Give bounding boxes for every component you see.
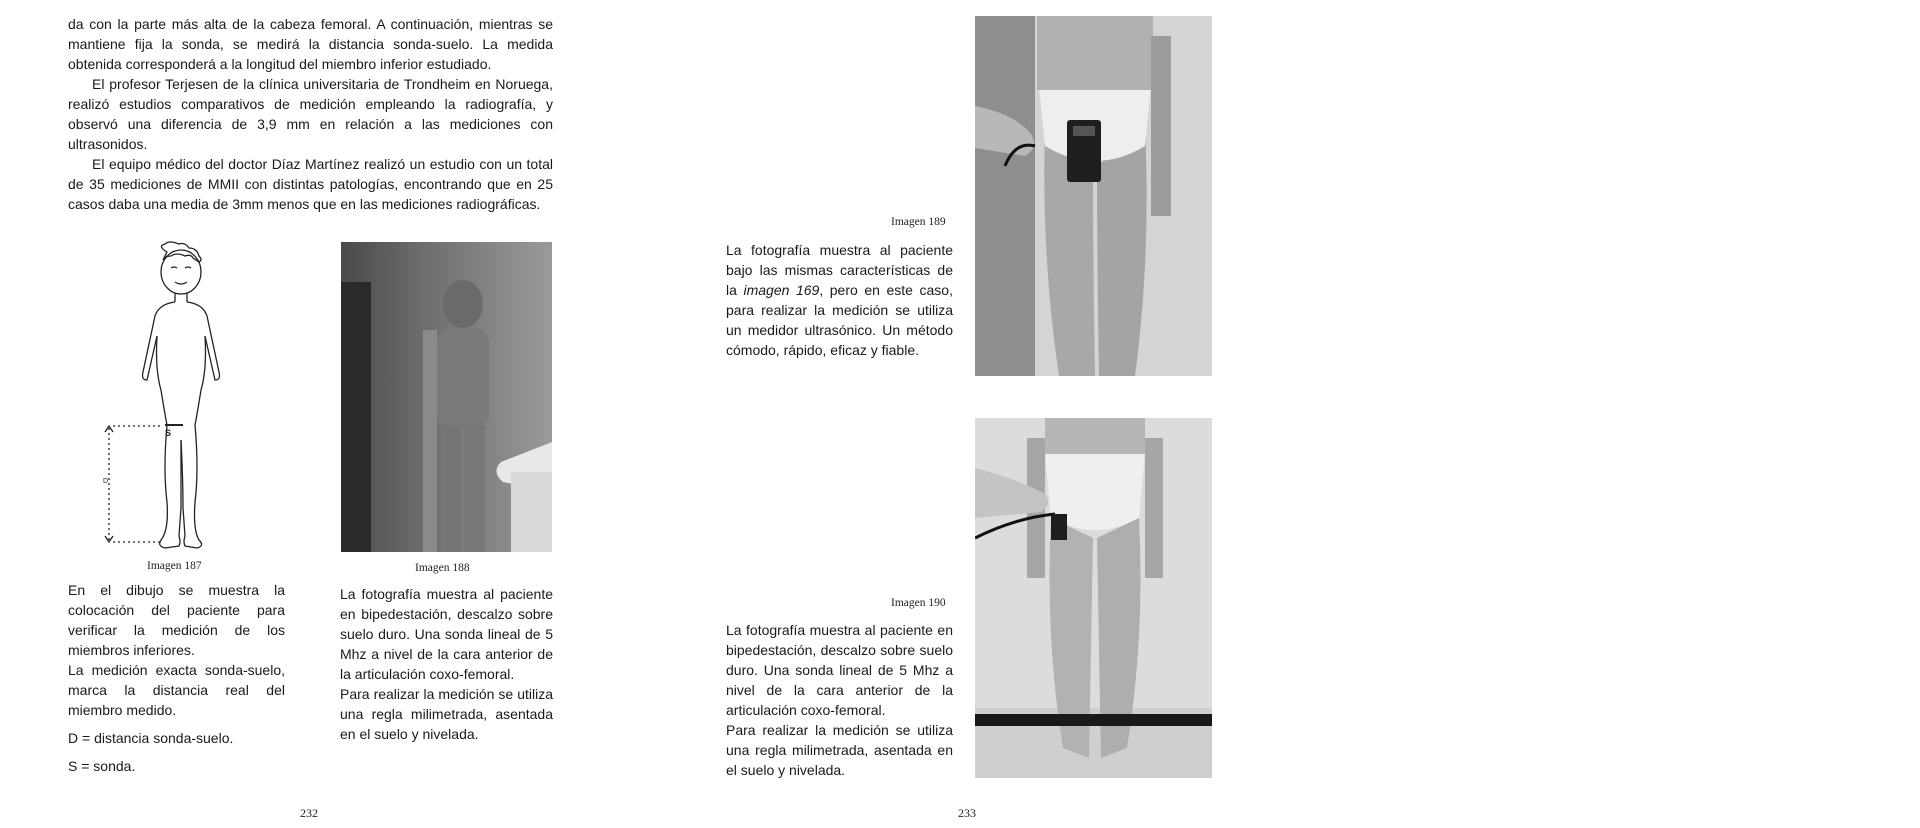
- figure-189-text-part2: , pero en este caso, para realizar la medición se utiliza un medidor ultrasónico. Un método cómodo, rápido, eficaz y fiable.: [726, 282, 953, 358]
- figure-190-paragraph-2: Para realizar la medición se utiliza una regla milimetrada, asentada en el suelo y nivelada.: [726, 722, 953, 778]
- page-number-left: 232: [300, 806, 318, 820]
- figure-187-paragraph-1: En el dibujo se muestra la colocación del paciente para verificar la medición de los miembros inferiores.: [68, 582, 285, 658]
- figure-187-caption: Imagen 187: [147, 560, 202, 572]
- figure-188-text: [340, 584, 553, 744]
- page-number-right: 233: [958, 806, 976, 820]
- figure-188-paragraph-2: Para realizar la medición se utiliza una regla milimetrada, asentada en el suelo y nivelada.: [340, 686, 553, 742]
- legend-d: D = distancia sonda-suelo.: [68, 730, 234, 746]
- intro-paragraph-3: El equipo médico del doctor Díaz Martínez realizó un estudio con un total de 35 mediciones de MMII con distintas patologías, encontrando que en 25 casos daba una media de 3mm menos que en las mediciones radiográficas.: [68, 156, 553, 212]
- figure-189-text-part1: La fotografía muestra al paciente bajo las mismas características de la: [726, 242, 953, 298]
- probe-label-s: S: [165, 428, 172, 438]
- figure-190-paragraph-1: La fotografía muestra al paciente en bipedestación, descalzo sobre suelo duro. Una sonda lineal de 5 Mhz a nivel de la cara anterior de la articulación coxo-femoral.: [726, 622, 953, 718]
- figure-189-text-italic: imagen 169: [743, 282, 820, 298]
- figure-190-photo: [975, 418, 1212, 778]
- figure-187-text: [68, 580, 285, 776]
- figure-188-photo: [341, 242, 552, 552]
- figure-190-caption: Imagen 190: [891, 597, 946, 609]
- intro-paragraph-2: El profesor Terjesen de la clínica universitaria de Trondheim en Noruega, realizó estudios comparativos de medición empleando la radiografía, y observó una diferencia de 3,9 mm en relación a las mediciones con ultrasonidos.: [68, 76, 553, 152]
- figure-187-drawing: [95, 240, 245, 558]
- legend-s: S = sonda.: [68, 758, 136, 774]
- figure-189-photo: [975, 16, 1212, 376]
- distance-label-d: D: [103, 478, 109, 485]
- figure-190-text: [726, 620, 953, 780]
- figure-189-paragraph: [726, 240, 953, 360]
- figure-188-caption: Imagen 188: [415, 562, 470, 574]
- figure-187-paragraph-2: La medición exacta sonda-suelo, marca la distancia real del miembro medido.: [68, 662, 285, 718]
- intro-text: [68, 14, 553, 214]
- intro-paragraph-1: da con la parte más alta de la cabeza femoral. A continuación, mientras se mantiene fija la sonda, se medirá la distancia sonda-suelo. La medida obtenida corresponderá a la longitud del miembro inferior estudiado.: [68, 16, 553, 72]
- figure-188-paragraph-1: La fotografía muestra al paciente en bipedestación, descalzo sobre suelo duro. Una sonda lineal de 5 Mhz a nivel de la cara anterior de la articulación coxo-femoral.: [340, 586, 553, 682]
- figure-189-text: [726, 240, 953, 360]
- figure-189-caption: Imagen 189: [891, 216, 946, 228]
